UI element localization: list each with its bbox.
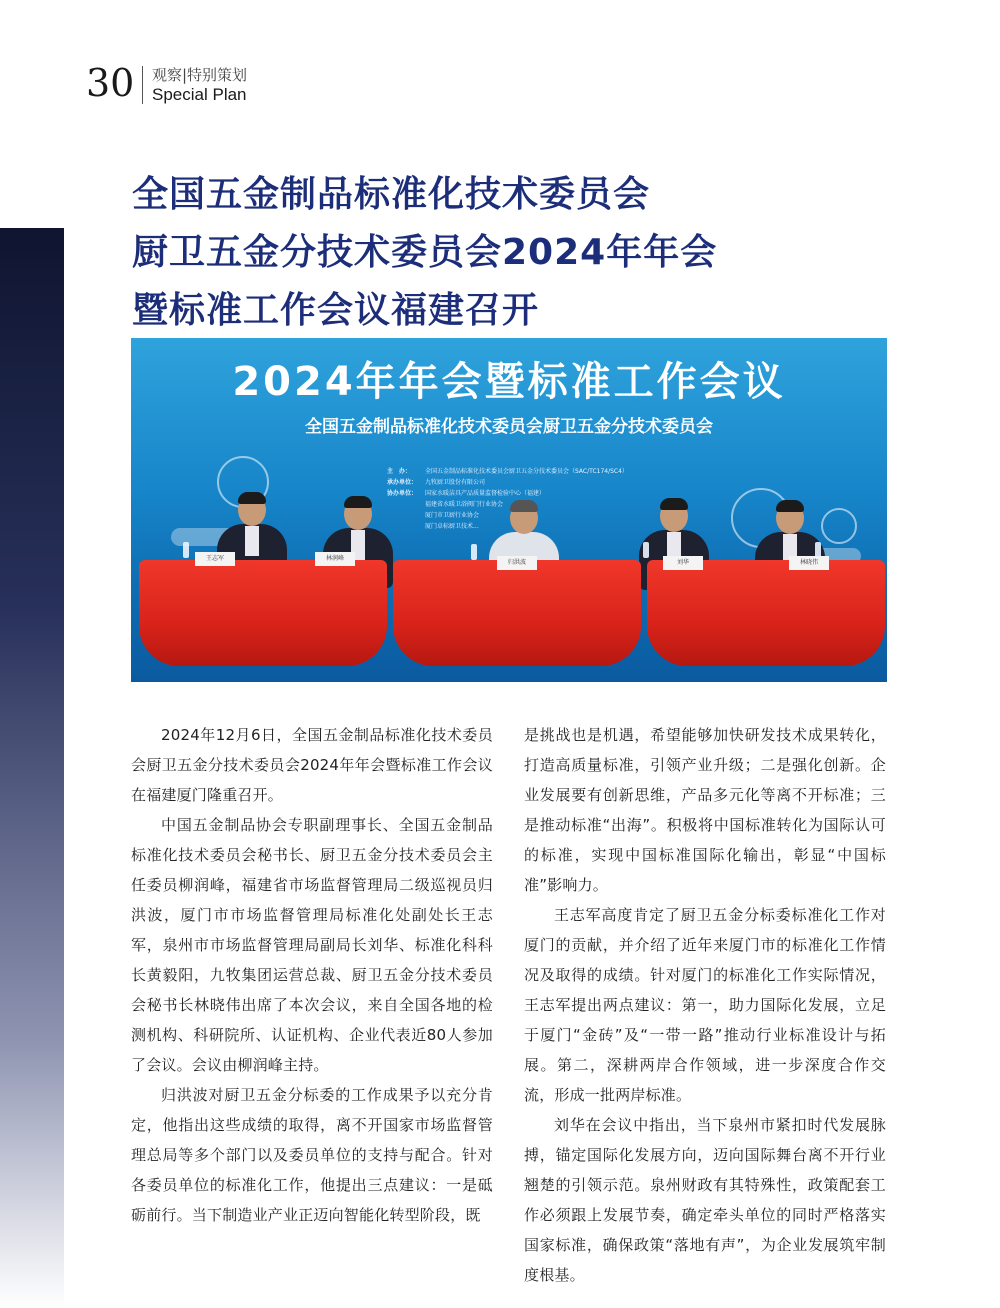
title-line-3: 暨标准工作会议福建召开	[132, 290, 540, 331]
title-line-2: 厨卫五金分技术委员会2024年年会	[132, 232, 718, 273]
article-paragraph: 归洪波对厨卫五金分标委的工作成果予以充分肯定，他指出这些成绩的取得，离不开国家市场监督管理总局等多个部门以及委员单位的支持与配合。针对各委员单位的标准化工作，他提出三点建议：一是砥砺前行。当下制造业产业正迈向智能化转型阶段，既	[131, 1086, 493, 1224]
banner-detail-row: 承办单位： 九牧厨卫股份有限公司	[387, 479, 486, 486]
header-divider	[142, 66, 143, 104]
meeting-photo	[131, 338, 887, 682]
nameplate: 王志军	[195, 552, 235, 566]
article-paragraph: 2024年12月6日，全国五金制品标准化技术委员会厨卫五金分技术委员会2024年年会暨标准工作会议在福建厦门隆重召开。	[131, 726, 493, 804]
decor-circle	[821, 508, 857, 544]
article-paragraph: 是挑战也是机遇，希望能够加快研发技术成果转化，打造高质量标准，引领产业升级；二是强化创新。企业发展要有创新思维，产品多元化等离不开标准；三是推动标准“出海”。积极将中国标准转化为国际认可的标准，实现中国标准国际化输出，彰显“中国标准”影响力。	[524, 726, 886, 894]
article-paragraph: 刘华在会议中指出，当下泉州市紧扣时代发展脉搏，锚定国际化发展方向，迈向国际舞台离不开行业翘楚的引领示范。泉州财政有其特殊性，政策配套工作必须跟上发展节奏，确定牵头单位的同时严格落实国家标准，确保政策“落地有声”，为企业发展筑牢制度根基。	[524, 1116, 886, 1284]
article-column-left	[131, 720, 493, 1230]
conference-table	[647, 560, 885, 666]
water-bottle	[643, 542, 649, 558]
banner-detail-row: 福建省水暖卫浴阀门行业协会	[425, 501, 504, 508]
conference-table	[393, 560, 641, 666]
banner-detail-row: 厦门市卫厨行业协会	[425, 512, 480, 519]
banner-detail-row: 厦门卓标厨卫技术...	[425, 523, 479, 530]
nameplate: 林润峰	[315, 552, 355, 566]
conference-table	[139, 560, 387, 666]
section-label-en: Special Plan	[152, 85, 247, 104]
article-column-right	[524, 720, 886, 1290]
water-bottle	[183, 542, 189, 558]
banner-details	[387, 466, 707, 532]
article-paragraph: 中国五金制品协会专职副理事长、全国五金制品标准化技术委员会秘书长、厨卫五金分技术委员会主任委员柳润峰，福建省市场监督管理局二级巡视员归洪波，厦门市市场监督管理局标准化处副处长王志军，泉州市市场监督管理局副局长刘华、标准化科科长黄毅阳，九牧集团运营总裁、厨卫五金分技术委员会秘书长林晓伟出席了本次会议，来自全国各地的检测机构、科研院所、认证机构、企业代表近80人参加了会议。会议由柳润峰主持。	[131, 816, 493, 1074]
banner-detail-row: 主 办： 全国五金制品标准化技术委员会厨卫五金分技术委员会（SAC/TC174/SC4）	[387, 468, 628, 475]
water-bottle	[815, 542, 821, 558]
water-bottle	[471, 544, 477, 560]
banner-title: 2024年年会暨标准工作会议	[232, 359, 786, 405]
article-title	[132, 166, 892, 340]
banner-subtitle: 全国五金制品标准化技术委员会厨卫五金分技术委员会	[305, 417, 713, 437]
article-paragraph: 王志军高度肯定了厨卫五金分标委标准化工作对厦门的贡献，并介绍了近年来厦门市的标准化工作情况及取得的成绩。针对厦门的标准化工作实际情况，王志军提出两点建议：第一，助力国际化发展，立足于厦门“金砖”及“一带一路”推动行业标准设计与拓展。第二，深耕两岸合作领域，进一步深度合作交流，形成一批两岸标准。	[524, 906, 886, 1104]
title-line-1: 全国五金制品标准化技术委员会	[132, 174, 651, 215]
page-number: 30	[86, 61, 135, 105]
nameplate: 刘华	[663, 556, 703, 570]
nameplate: 归洪波	[497, 556, 537, 570]
banner-detail-row: 协办单位： 国家水暖洁具产品质量监督检验中心（福建）	[387, 490, 546, 497]
decorative-side-bar	[0, 228, 64, 1308]
nameplate: 林晓伟	[789, 556, 829, 570]
section-label-cn: 观察|特别策划	[152, 66, 248, 84]
